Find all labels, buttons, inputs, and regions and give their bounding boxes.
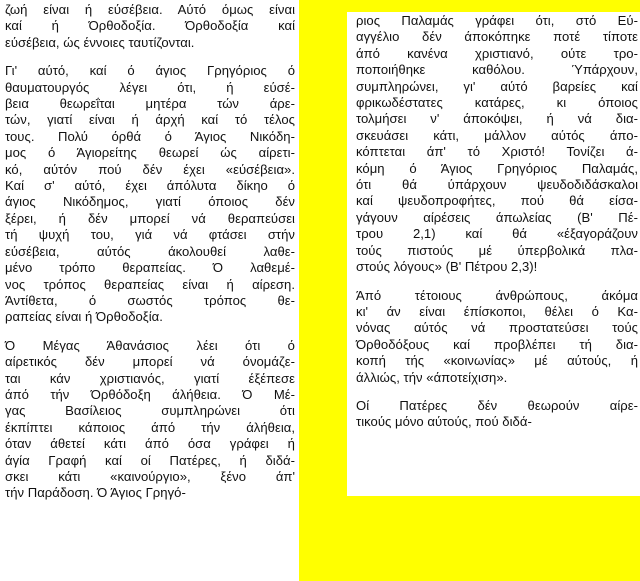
paragraph [356, 288, 638, 386]
text-line: κοπή τής «κοινωνίας» μέ αύτούς, ή [356, 353, 638, 369]
text-line: άπό κανένα χριστιανό, ούτε τρο- [356, 45, 638, 61]
text-line: ξέρει, ή δέν μπορεί νά θεραπεύσει [5, 210, 295, 226]
text-line: εύσέβεια, αύτός άκολουθεί λαθε- [5, 243, 295, 259]
text-line: κόπτεται άπ' τό Χριστό! Τονίζει ά- [356, 144, 638, 160]
text-line: κό, αύτόν πού δέν έχει «εύσέβεια». [5, 161, 295, 177]
text-line: σκευάσει κάτι, μάλλον αύτός άπο- [356, 127, 638, 143]
text-line: τρου 2,1) καί θά «έξαγοράζουν [356, 226, 638, 242]
text-line: σκει κάτι «καινούργιο», ξένο άπ' [5, 468, 295, 484]
text-line: αίρετικός δέν μπορεί νά όνομάζε- [5, 354, 295, 370]
text-line: εύσέβεια, ώς έννοιες ταυτίζονται. [5, 34, 195, 50]
text-line: τή ψυχή του, γιά νά φτάσει στήν [5, 227, 295, 243]
text-line: Καί σ' αύτό, έχει άπόλυτα δίκηο ό [5, 178, 295, 194]
text-line: άγιος Νικόδημος, γιατί όποιος δέν [5, 194, 295, 210]
text-line: κι' άν είναι έπίσκοποι, θέλει ό Κα- [356, 303, 638, 319]
text-line: νόνας αύτός νά προστατεύσει τούς [356, 320, 638, 336]
text-line: αγγέλιο δέν άποκόπηκε ποτέ τίποτε [356, 29, 638, 45]
text-column-left [0, 0, 299, 581]
text-line: θαυματουργός λέγει ότι, ή εύσέ- [5, 79, 295, 95]
text-line: τούς πιστούς μέ ύπερβολικά πλα- [356, 242, 638, 258]
text-line: τους. Πολύ όρθά ό Άγιος Νικόδη- [5, 128, 295, 144]
text-column-right [347, 12, 640, 496]
paragraph [356, 398, 638, 431]
text-line: γας Βασίλειος συμπληρώνει ότι [5, 403, 295, 419]
paragraph [5, 338, 295, 502]
text-line: τών, γιατί είναι ή άρχή καί τό τέλος [5, 112, 295, 128]
text-line: κόμη ό Άγιος Γρηγόριος Παλαμάς, [356, 160, 638, 176]
text-line: Άπό τέτοιους άνθρώπους, άκόμα [356, 287, 638, 303]
text-line: άγία Γραφή καί οί Πατέρες, ή διδά- [5, 452, 295, 468]
text-line: μος ό Άγιορείτης θεωρεί ώς αίρετι- [5, 145, 295, 161]
text-line: ζωή είναι ή εύσέβεια. Αύτό όμως είναι [5, 2, 295, 17]
text-line: συμπληρώνει, γι' αύτό βαρείες καί [356, 78, 638, 94]
text-line: τολμήσει ν' άποκόψει, ή νά δια- [356, 111, 638, 127]
text-line: μένο τρόπο θεραπείας. Ό λαθεμέ- [5, 260, 295, 276]
text-line: γάγουν αίρέσεις άπωλείας (Β' Πέ- [356, 209, 638, 225]
text-line: νος τρόπος θεραπείας είναι ή αίρεση. [5, 276, 295, 292]
text-line: όταν άθετεί κάτι άπό όσα γράφει ή [5, 436, 295, 452]
text-line: καί ψευδοπροφήτες, πού θά είσα- [356, 193, 638, 209]
text-line: Γι' αύτό, καί ό άγιος Γρηγόριος ό [5, 63, 295, 79]
text-line: καί ή Όρθοδοξία. Όρθοδοξία καί [5, 18, 295, 34]
text-line: τικούς μόνο αύτούς, πού διδά- [356, 414, 532, 430]
text-line: φρικωδέστατες κατάρες, κι όποιος [356, 95, 638, 111]
text-line: ριος Παλαμάς γράφει ότι, στό Εύ- [356, 13, 638, 28]
text-line: ποποιήθηκε καθόλου. Ύπάρχουν, [356, 62, 638, 78]
text-line: έκπίπτει κάποιος άπό τήν άλήθεια, [5, 419, 295, 435]
text-line: Ό Μέγας Άθανάσιος λέει ότι ό [5, 337, 295, 353]
text-line: στούς λόγους» (Β' Πέτρου 2,3)! [356, 259, 538, 275]
text-line: τήν Παράδοση. Ό Άγιος Γρηγό- [5, 485, 186, 501]
paragraph [5, 2, 295, 51]
text-line: Οί Πατέρες δέν θεωρούν αίρε- [356, 397, 638, 413]
text-line: ραπείας είναι ή Όρθοδοξία. [5, 309, 163, 325]
text-line: ότι θά ύπάρχουν ψευδοδιδάσκαλοι [356, 177, 638, 193]
text-line: Άντίθετα, ό σωστός τρόπος θε- [5, 292, 295, 308]
text-line: Όρθοδόξους καί προβλέπει τή δια- [356, 336, 638, 352]
text-line: άπό τήν Όρθόδοξη άλήθεια. Ό Μέ- [5, 386, 295, 402]
text-line: άλλιώς, τήν «άποτείχιση». [356, 369, 508, 385]
paragraph [356, 13, 638, 276]
paragraph [5, 63, 295, 326]
text-line: βεια θεωρεΐται μητέρα τών άρε- [5, 96, 295, 112]
text-line: ται κάν χριστιανός, γιατί έξέπεσε [5, 370, 295, 386]
